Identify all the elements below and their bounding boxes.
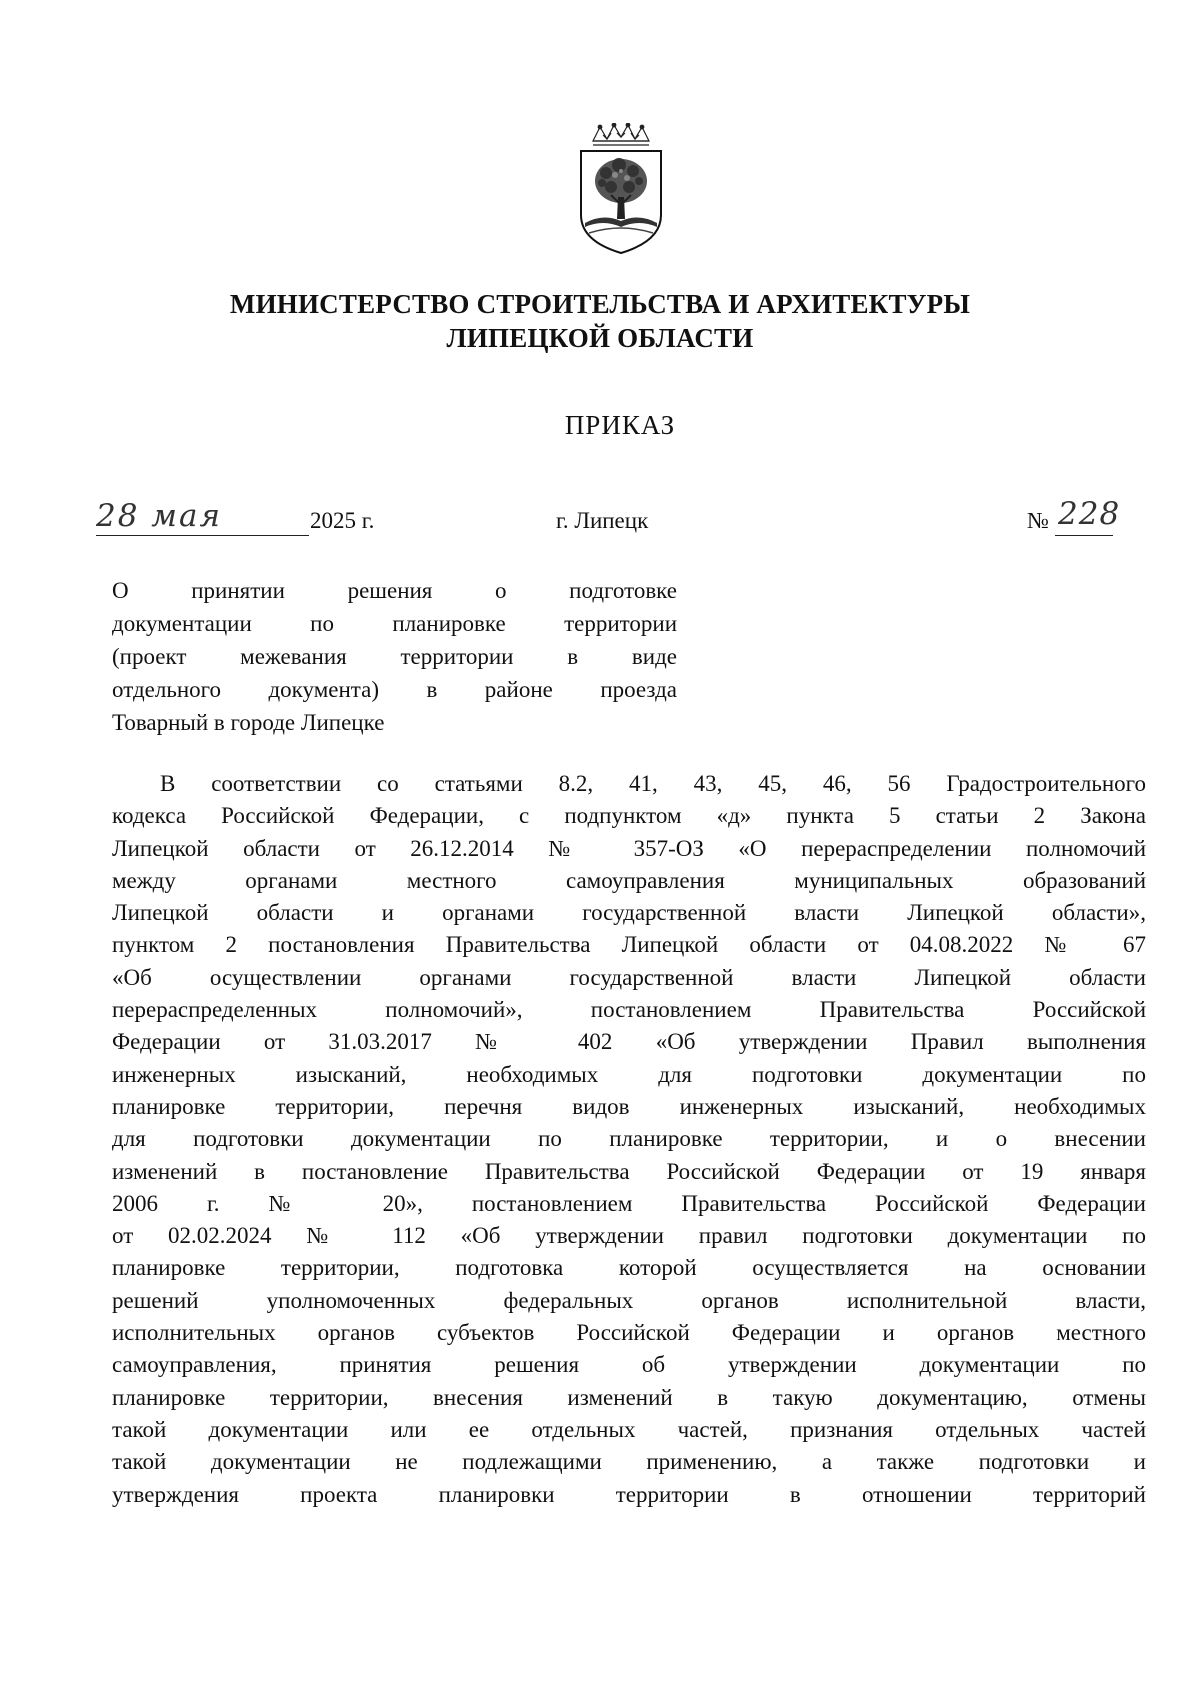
coat-of-arms-emblem — [573, 123, 669, 255]
number-label: № — [1027, 508, 1049, 533]
body-line: такой документации не подлежащими применению, а также подготовки и — [112, 1449, 1146, 1475]
ministry-name — [0, 287, 1200, 355]
body-line: планировке территории, внесения изменений в такую документацию, отмены — [112, 1384, 1146, 1410]
order-body-paragraph — [112, 768, 1146, 1511]
body-line: инженерных изысканий, необходимых для подготовки документации по — [112, 1061, 1146, 1087]
subject-line: (проект межевания территории в виде — [112, 644, 677, 669]
subject-line: Товарный в городе Липецке — [112, 710, 385, 735]
subject-line: отдельного документа) в районе проезда — [112, 677, 677, 702]
body-line: «Об осуществлении органами государственной власти Липецкой области — [112, 964, 1146, 990]
number-underline — [1055, 535, 1113, 536]
body-line: для подготовки документации по планировке территории, и о внесении — [112, 1126, 1146, 1152]
ministry-name-line2: ЛИПЕЦКОЙ ОБЛАСТИ — [446, 323, 754, 353]
body-line: утверждения проекта планировки территории в отношении территорий — [112, 1481, 1146, 1507]
order-subject — [112, 574, 677, 739]
body-line: такой документации или ее отдельных частей, признания отдельных частей — [112, 1416, 1146, 1442]
body-line: перераспределенных полномочий», постановлением Правительства Российской — [112, 997, 1146, 1023]
date-underline — [96, 535, 309, 536]
body-line: исполнительных органов субъектов Российской Федерации и органов местного — [112, 1320, 1146, 1346]
body-line: Липецкой области от 26.12.2014 № 357-ОЗ «О перераспределении полномочий — [112, 835, 1146, 861]
body-line: В соответствии со статьями 8.2, 41, 43, 45, 46, 56 Градостроительного — [160, 771, 1146, 796]
body-line: планировке территории, перечня видов инженерных изысканий, необходимых — [112, 1093, 1146, 1119]
body-line: кодекса Российской Федерации, с подпунктом «д» пункта 5 статьи 2 Закона — [112, 803, 1146, 829]
body-line: между органами местного самоуправления муниципальных образований — [112, 867, 1146, 893]
document-type-title: ПРИКАЗ — [564, 410, 676, 440]
city-name: г. Липецк — [556, 508, 649, 533]
body-line: от 02.02.2024 № 112 «Об утверждении правил подготовки документации по — [112, 1223, 1146, 1249]
handwritten-number: 228 — [1058, 496, 1121, 532]
body-line: изменений в постановление Правительства Российской Федерации от 19 января — [112, 1158, 1146, 1184]
ministry-name-line1: МИНИСТЕРСТВО СТРОИТЕЛЬСТВА И АРХИТЕКТУРЫ — [229, 289, 971, 319]
body-line: решений уполномоченных федеральных органов исполнительной власти, — [112, 1287, 1146, 1313]
date-number-line — [0, 496, 1200, 548]
body-line: планировке территории, подготовка которой осуществляется на основании — [112, 1255, 1146, 1281]
body-line: Федерации от 31.03.2017 № 402 «Об утверждении Правил выполнения — [112, 1029, 1146, 1055]
body-line: пунктом 2 постановления Правительства Липецкой области от 04.08.2022 № 67 — [112, 932, 1146, 958]
subject-line: О принятии решения о подготовке — [112, 578, 677, 603]
body-line: самоуправления, принятия решения об утверждении документации по — [112, 1352, 1146, 1378]
body-line: 2006 г. № 20», постановлением Правительства Российской Федерации — [112, 1190, 1146, 1216]
body-line: Липецкой области и органами государственной власти Липецкой области», — [112, 900, 1146, 926]
subject-line: документации по планировке территории — [112, 611, 677, 636]
handwritten-date: 28 мая — [96, 498, 223, 534]
date-year: 2025 г. — [310, 508, 375, 533]
